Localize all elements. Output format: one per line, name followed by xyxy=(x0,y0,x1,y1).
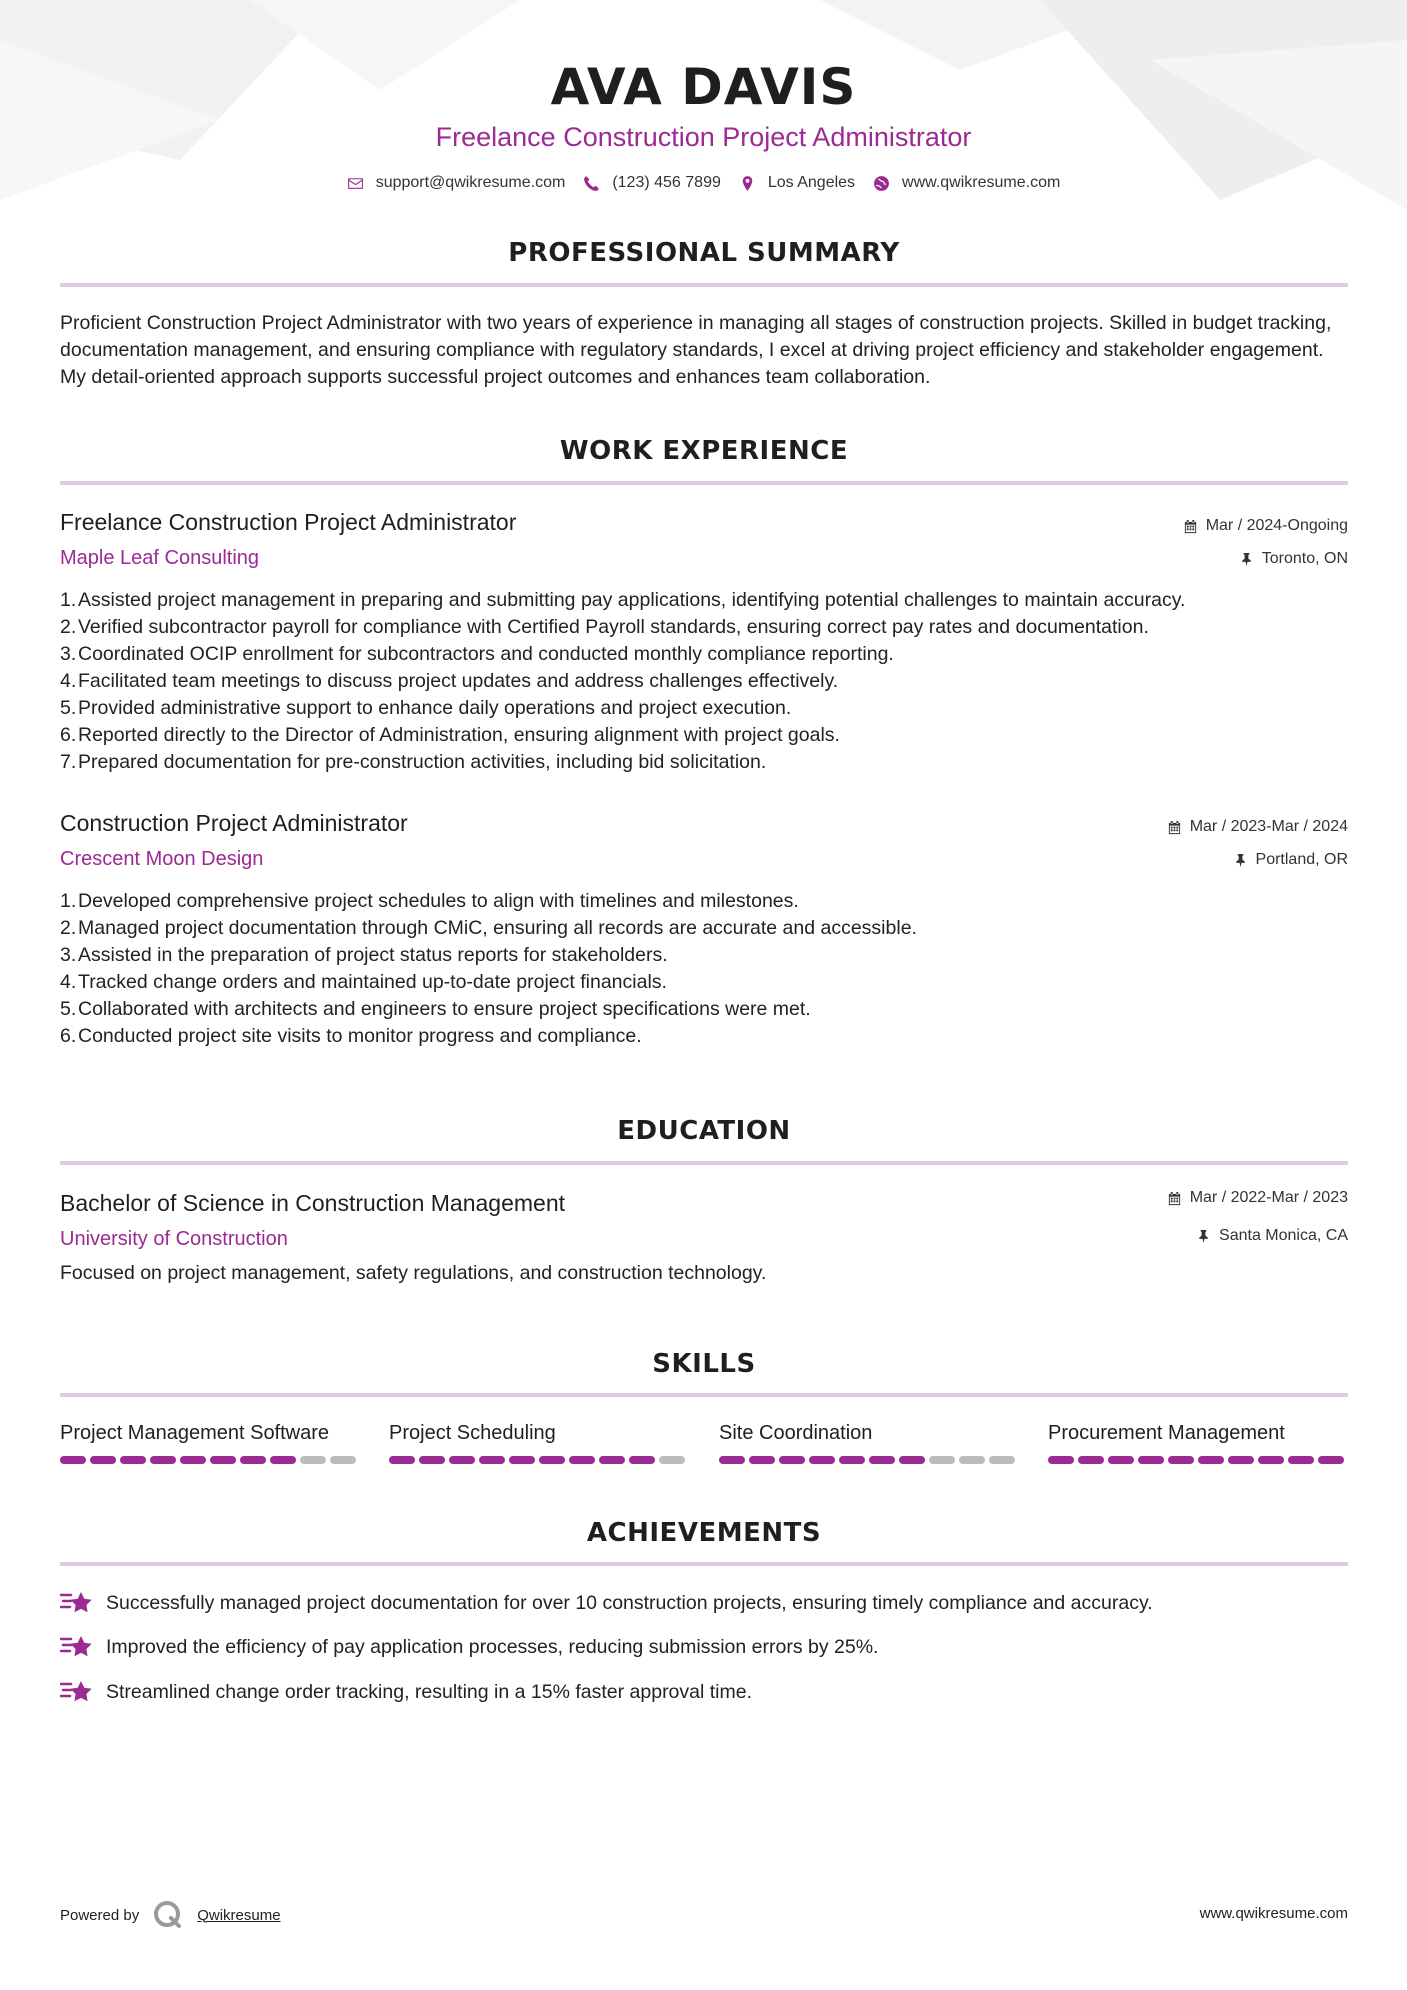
calendar-icon xyxy=(1183,519,1198,534)
powered-by-label: Powered by xyxy=(60,1906,140,1924)
job-bullet: Assisted in the preparation of project status reports for stakeholders. xyxy=(78,944,668,966)
footer-website-link[interactable]: www.qwikresume.com xyxy=(1199,1905,1348,1922)
skill-name: Project Scheduling xyxy=(389,1422,556,1444)
achievements-divider xyxy=(60,1562,1348,1566)
contact-website[interactable] xyxy=(873,174,1060,192)
job-bullet: Verified subcontractor payroll for compliance with Certified Payroll standards, ensuring correct pay rates and documentation. xyxy=(78,616,1149,638)
calendar-icon xyxy=(1167,1191,1182,1206)
job-title: Freelance Construction Project Administrator xyxy=(60,509,517,535)
skill-name: Procurement Management xyxy=(1048,1422,1285,1444)
skill-dot-empty xyxy=(659,1456,685,1464)
job-bullet-list xyxy=(60,587,1350,776)
contact-phone[interactable] xyxy=(583,174,721,192)
skill-dot-filled xyxy=(779,1456,805,1464)
skill-dot-filled xyxy=(1048,1456,1074,1464)
skill-dot-filled xyxy=(120,1456,146,1464)
qwikresume-logo-icon xyxy=(153,1900,183,1930)
skill-dot-filled xyxy=(1168,1456,1194,1464)
calendar-icon xyxy=(1167,820,1182,835)
job-company: Crescent Moon Design xyxy=(60,848,264,870)
education-dates-text: Mar / 2022-Mar / 2023 xyxy=(1189,1189,1348,1206)
job-location xyxy=(1233,851,1348,869)
location-text: Los Angeles xyxy=(767,174,856,191)
job-bullet: Collaborated with architects and engineers to ensure project specifications were met. xyxy=(78,998,811,1020)
skill-dot-filled xyxy=(1228,1456,1254,1464)
skill-dot-filled xyxy=(1138,1456,1164,1464)
skill-item xyxy=(1048,1422,1348,1464)
shooting-star-icon xyxy=(60,1678,94,1706)
job-bullet: Coordinated OCIP enrollment for subcontractors and conducted monthly compliance reporting. xyxy=(78,643,894,665)
skill-dot-filled xyxy=(1108,1456,1134,1464)
skill-dot-filled xyxy=(749,1456,775,1464)
pushpin-icon xyxy=(1196,1229,1211,1244)
skill-dot-filled xyxy=(449,1456,475,1464)
education-location-text: Santa Monica, CA xyxy=(1219,1227,1348,1244)
skill-dot-filled xyxy=(629,1456,655,1464)
skill-item xyxy=(719,1422,1019,1464)
shooting-star-icon xyxy=(60,1633,94,1661)
skill-dot-filled xyxy=(180,1456,206,1464)
skill-name: Site Coordination xyxy=(719,1422,873,1444)
skill-dot-filled xyxy=(539,1456,565,1464)
achievement-text: Improved the efficiency of pay application processes, reducing submission errors by 25%. xyxy=(106,1635,879,1658)
globe-icon xyxy=(873,175,890,192)
job-dates xyxy=(1167,818,1348,836)
skill-dot-filled xyxy=(270,1456,296,1464)
job-dates-text: Mar / 2024-Ongoing xyxy=(1205,517,1348,534)
skill-dot-filled xyxy=(419,1456,445,1464)
education-location xyxy=(1196,1227,1348,1245)
pushpin-icon xyxy=(1233,853,1248,868)
job-company: Maple Leaf Consulting xyxy=(60,547,260,569)
candidate-role: Freelance Construction Project Administrator xyxy=(435,122,972,152)
shooting-star-icon xyxy=(60,1589,94,1617)
education-dates xyxy=(1167,1189,1348,1207)
skill-level-meter xyxy=(1048,1456,1348,1464)
skill-dot-filled xyxy=(240,1456,266,1464)
summary-heading: PROFESSIONAL SUMMARY xyxy=(508,238,900,268)
phone-icon xyxy=(583,175,600,192)
skill-dot-filled xyxy=(599,1456,625,1464)
skill-dot-filled xyxy=(899,1456,925,1464)
summary-text: Proficient Construction Project Administrator with two years of experience in managing all stages of construction projects. Skilled in budget tracking, documentation management, and ensuring compliance with regulatory standards, I excel at driving project efficiency and stakeholder engagement. My detail-oriented approach supports successful project outcomes and enhances team collaboration. xyxy=(60,312,1332,388)
job-location-text: Toronto, ON xyxy=(1261,550,1348,567)
job-bullet: Assisted project management in preparing and submitting pay applications, identifying potential challenges to maintain accuracy. xyxy=(78,589,1186,611)
skill-level-meter xyxy=(60,1456,360,1464)
skill-dot-filled xyxy=(150,1456,176,1464)
job-title: Construction Project Administrator xyxy=(60,810,408,836)
achievement-text: Successfully managed project documentation for over 10 construction projects, ensuring timely compliance and accuracy. xyxy=(106,1591,1153,1614)
skill-dot-empty xyxy=(330,1456,356,1464)
summary-divider xyxy=(60,283,1348,287)
skill-dot-empty xyxy=(959,1456,985,1464)
skill-dot-empty xyxy=(300,1456,326,1464)
job-bullet: Facilitated team meetings to discuss project updates and address challenges effectively. xyxy=(78,670,839,692)
envelope-icon xyxy=(347,175,364,192)
skill-dot-filled xyxy=(1078,1456,1104,1464)
skill-dot-filled xyxy=(210,1456,236,1464)
education-heading: EDUCATION xyxy=(617,1116,791,1146)
website-text: www.qwikresume.com xyxy=(902,174,1061,191)
contact-location xyxy=(739,174,855,192)
achievement-item xyxy=(60,1589,1153,1617)
skill-level-meter xyxy=(719,1456,1019,1464)
skill-dot-filled xyxy=(90,1456,116,1464)
skill-dot-filled xyxy=(839,1456,865,1464)
skill-name: Project Management Software xyxy=(60,1422,330,1444)
job-bullet: Managed project documentation through CMiC, ensuring all records are accurate and accessible. xyxy=(78,917,917,939)
job-bullet: Conducted project site visits to monitor progress and compliance. xyxy=(78,1025,642,1047)
skill-dot-empty xyxy=(989,1456,1015,1464)
skill-dot-filled xyxy=(719,1456,745,1464)
degree-title: Bachelor of Science in Construction Management xyxy=(60,1190,566,1216)
achievement-item xyxy=(60,1678,752,1706)
experience-divider xyxy=(60,481,1348,485)
qwikresume-link[interactable]: Qwikresume xyxy=(197,1906,281,1924)
skill-dot-empty xyxy=(929,1456,955,1464)
education-description: Focused on project management, safety regulations, and construction technology. xyxy=(60,1262,767,1284)
achievement-item xyxy=(60,1633,878,1661)
skill-dot-filled xyxy=(1318,1456,1344,1464)
education-divider xyxy=(60,1161,1348,1165)
skill-dot-filled xyxy=(1288,1456,1314,1464)
skill-level-meter xyxy=(389,1456,689,1464)
job-bullet: Developed comprehensive project schedules to align with timelines and milestones. xyxy=(78,890,799,912)
achievements-heading: ACHIEVEMENTS xyxy=(586,1518,822,1548)
skill-item xyxy=(389,1422,689,1464)
skill-dot-filled xyxy=(1198,1456,1224,1464)
phone-text: (123) 456 7899 xyxy=(612,174,721,191)
job-bullet: Prepared documentation for pre-construction activities, including bid solicitation. xyxy=(78,751,767,773)
skills-divider xyxy=(60,1393,1348,1397)
job-location-text: Portland, OR xyxy=(1255,851,1348,868)
footer-powered-by xyxy=(60,1900,281,1930)
skill-dot-filled xyxy=(389,1456,415,1464)
skill-dot-filled xyxy=(1258,1456,1284,1464)
contact-email[interactable] xyxy=(347,174,566,192)
candidate-name: AVA DAVIS xyxy=(550,58,857,116)
email-text: support@qwikresume.com xyxy=(375,174,566,191)
skill-item xyxy=(60,1422,360,1464)
job-bullet: Provided administrative support to enhance daily operations and project execution. xyxy=(78,697,792,719)
pushpin-icon xyxy=(1239,552,1254,567)
map-pin-icon xyxy=(739,175,756,192)
job-dates xyxy=(1183,517,1348,535)
job-bullet: Reported directly to the Director of Administration, ensuring alignment with project goals. xyxy=(78,724,840,746)
skill-dot-filled xyxy=(479,1456,505,1464)
skill-dot-filled xyxy=(809,1456,835,1464)
skill-dot-filled xyxy=(869,1456,895,1464)
skill-dot-filled xyxy=(509,1456,535,1464)
skill-dot-filled xyxy=(569,1456,595,1464)
job-bullet: Tracked change orders and maintained up-to-date project financials. xyxy=(78,971,667,993)
skills-heading: SKILLS xyxy=(652,1349,756,1379)
achievement-text: Streamlined change order tracking, resulting in a 15% faster approval time. xyxy=(106,1680,753,1703)
job-location xyxy=(1239,550,1348,568)
job-dates-text: Mar / 2023-Mar / 2024 xyxy=(1189,818,1348,835)
skill-dot-filled xyxy=(60,1456,86,1464)
job-bullet-list xyxy=(60,888,1350,1050)
school-name: University of Construction xyxy=(60,1228,288,1250)
experience-heading: WORK EXPERIENCE xyxy=(559,436,849,466)
contact-bar xyxy=(0,174,1407,192)
